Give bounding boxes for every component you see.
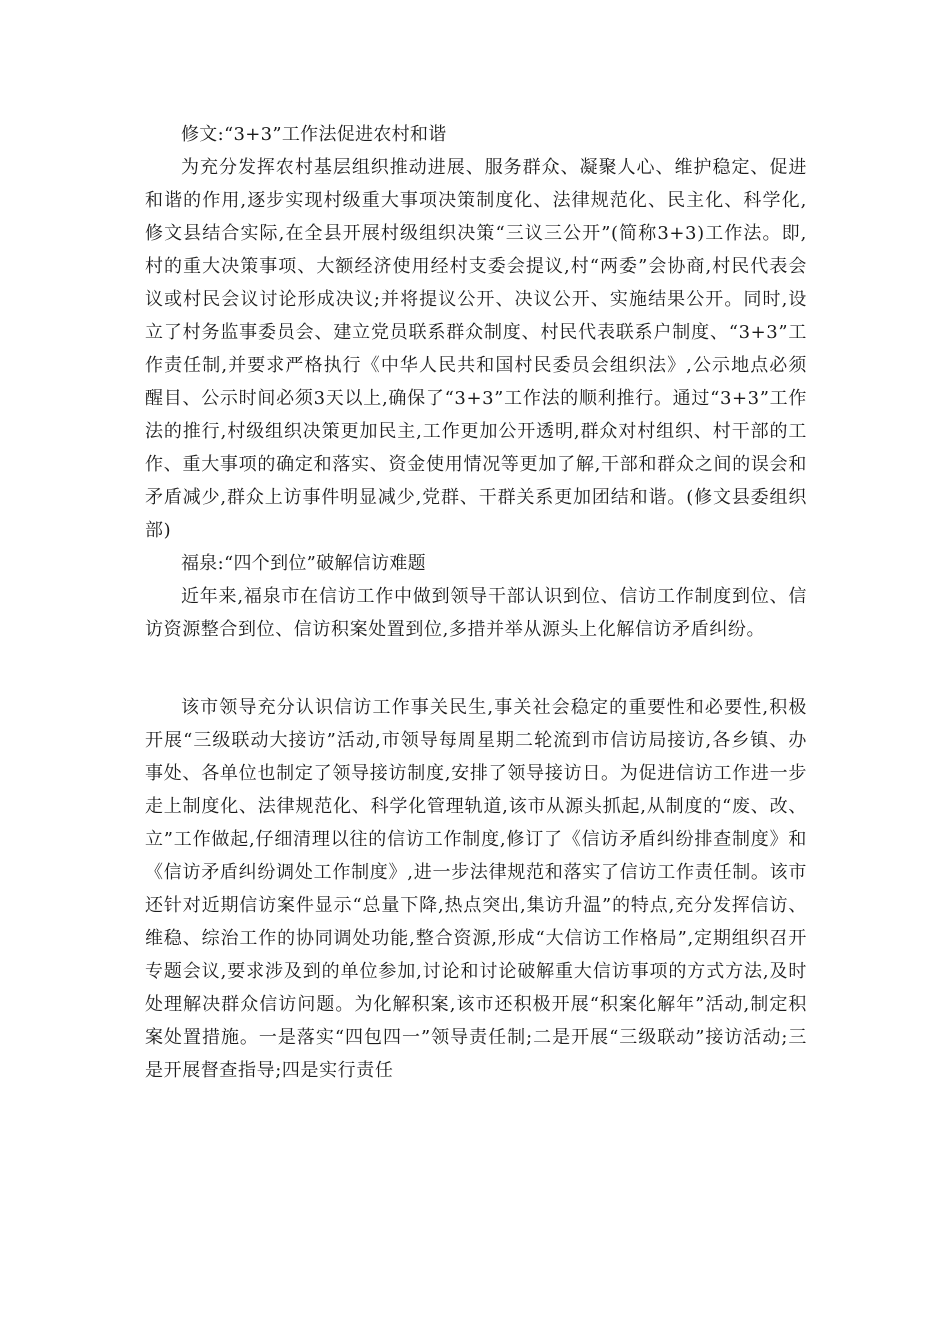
paragraph-xiuwen: 为充分发挥农村基层组织推动进展、服务群众、凝聚人心、维护稳定、促进和谐的作用,逐步实现村级重大事项决策制度化、法律规范化、民主化、科学化,修文县结合实际,在全县开展村级组织决策“三议三公开”(简称3+3)工作法。即,村的重大决策事项、大额经济使用经村支委会提议,村“两委”会协商,村民代表会议或村民会议讨论形成决议;并将提议公开、决议公开、实施结果公开。同时,设立了村务监事委员会、建立党员联系群众制度、村民代表联系户制度、“3+3”工作责任制,并要求严格执行《中华人民共和国村民委员会组织法》,公示地点必须醒目、公示时间必须3天以上,确保了“3+3”工作法的顺利推行。通过“3+3”工作法的推行,村级组织决策更加民主,工作更加公开透明,群众对村组织、村干部的工作、重大事项的确定和落实、资金使用情况等更加了解,干部和群众之间的误会和矛盾减少,群众上访事件明显减少,党群、干群关系更加团结和谐。(修文县委组织部) — [145, 157, 807, 541]
paragraph-gap — [145, 646, 807, 691]
paragraph-fuquan-intro: 近年来,福泉市在信访工作中做到领导干部认识到位、信访工作制度到位、信访资源整合到位、信访积案处置到位,多措并举从源头上化解信访矛盾纠纷。 — [145, 586, 807, 640]
paragraph-fuquan-details: 该市领导充分认识信访工作事关民生,事关社会稳定的重要性和必要性,积极开展“三级联动大接访”活动,市领导每周星期二轮流到市信访局接访,各乡镇、办事处、各单位也制定了领导接访制度,安排了领导接访日。为促进信访工作进一步走上制度化、法律规范化、科学化管理轨道,该市从源头抓起,从制度的“废、改、立”工作做起,仔细清理以往的信访工作制度,修订了《信访矛盾纠纷排查制度》和《信访矛盾纠纷调处工作制度》,进一步法律规范和落实了信访工作责任制。该市还针对近期信访案件显示“总量下降,热点突出,集访升温”的特点,充分发挥信访、维稳、综治工作的协同调处功能,整合资源,形成“大信访工作格局”,定期组织召开专题会议,要求涉及到的单位参加,讨论和讨论破解重大信访事项的方式方法,及时处理解决群众信访问题。为化解积案,该市还积极开展“积案化解年”活动,制定积案处置措施。一是落实“四包四一”领导责任制;二是开展“三级联动”接访活动;三是开展督查指导;四是实行责任 — [145, 697, 807, 1081]
section-heading-xiuwen: 修文:“3+3”工作法促进农村和谐 — [181, 124, 447, 145]
document-body — [145, 118, 807, 1087]
section-heading-fuquan: 福泉:“四个到位”破解信访难题 — [181, 553, 426, 574]
